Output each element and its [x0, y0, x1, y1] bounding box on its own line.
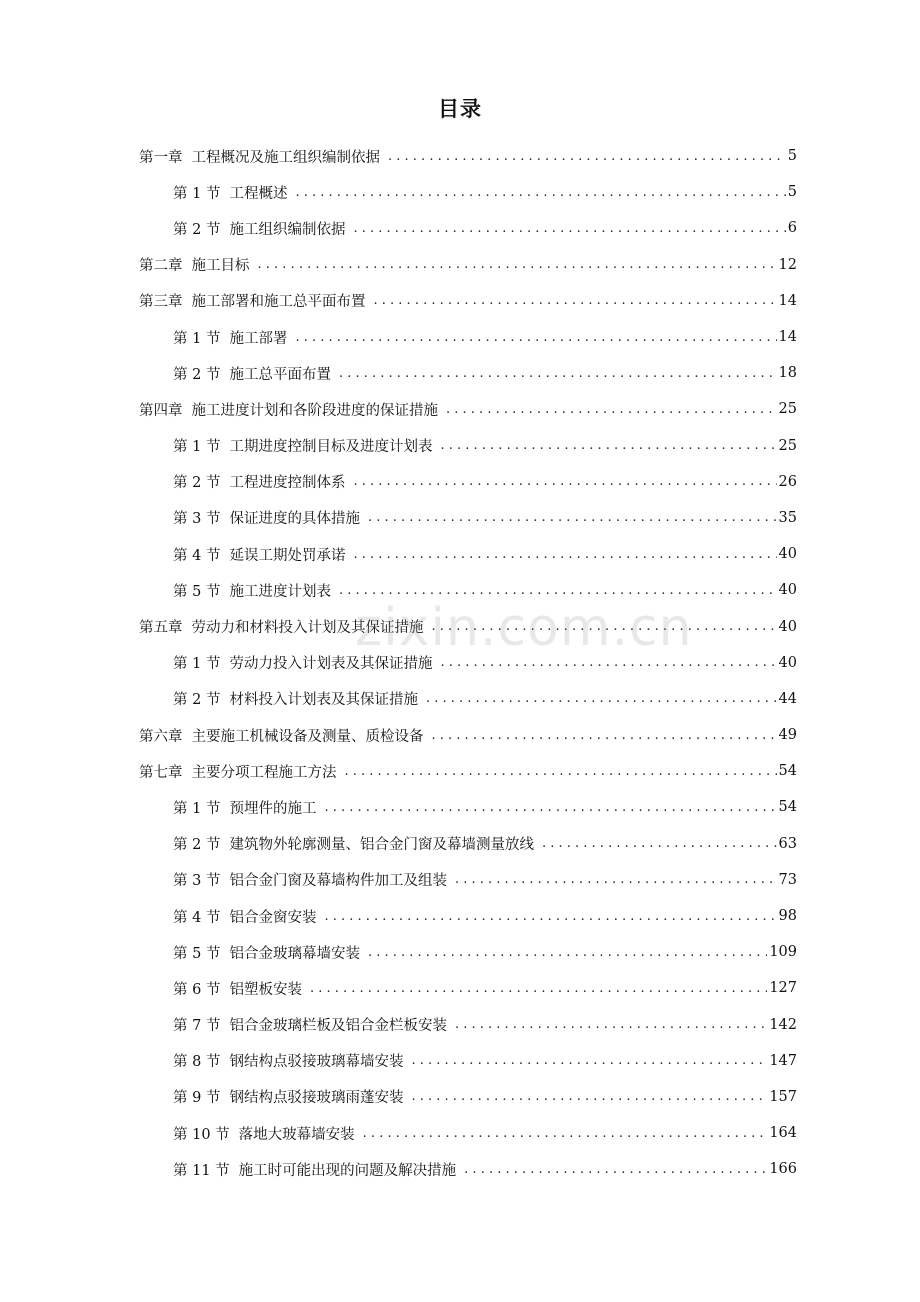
toc-entry-label: [173, 978, 310, 999]
toc-entry-page-number: 166: [769, 1161, 797, 1178]
dot-leader: [310, 981, 767, 996]
dot-leader: [446, 402, 777, 417]
dot-leader: [324, 909, 776, 924]
toc-entry-label: [173, 471, 353, 492]
toc-entry-title: 工期进度控制目标及进度计划表: [229, 439, 433, 456]
toc-entry-title: 预埋件的施工: [229, 800, 317, 817]
toc-entry-page-number: 25: [778, 401, 797, 418]
toc-entry-label: [173, 1123, 363, 1144]
dot-leader: [432, 619, 777, 634]
toc-entry-label: [173, 797, 324, 818]
toc-entry-page-number: 44: [778, 690, 797, 707]
dot-leader: [363, 1126, 768, 1141]
toc-chapter-entry[interactable]: [0, 283, 797, 319]
toc-section-entry[interactable]: [0, 862, 797, 898]
watermark: zixin.com.cn: [355, 598, 693, 658]
dot-leader: [432, 728, 777, 743]
toc-section-entry[interactable]: [0, 645, 797, 681]
toc-entry-page-number: 26: [778, 473, 797, 490]
toc-entry-label: [173, 906, 324, 927]
toc-entry-page-number: 5: [787, 148, 797, 165]
toc-entry-number: 第 8 节: [173, 1054, 221, 1071]
toc-entry-title: 主要分项工程施工方法: [191, 764, 337, 781]
toc-entry-page-number: 40: [778, 546, 797, 563]
toc-entry-page-number: 164: [769, 1125, 797, 1142]
toc-entry-number: 第四章: [139, 402, 183, 419]
toc-entry-label: [173, 507, 368, 528]
toc-entry-title: 劳动力投入计划表及其保证措施: [229, 656, 433, 673]
dot-leader: [353, 474, 776, 489]
toc-entry-number: 第 9 节: [173, 1090, 221, 1107]
toc-entry-page-number: 49: [778, 727, 797, 744]
toc-entry-label: [139, 616, 432, 637]
dot-leader: [353, 221, 785, 236]
toc-entry-label: [139, 725, 432, 746]
toc-entry-title: 劳动力和材料投入计划及其保证措施: [191, 620, 424, 637]
toc-section-entry[interactable]: [0, 681, 797, 717]
toc-entry-page-number: 127: [769, 980, 797, 997]
dot-leader: [324, 800, 776, 815]
toc-entry-title: 钢结构点驳接玻璃幕墙安装: [229, 1054, 404, 1071]
toc-entry-number: 第 6 节: [173, 981, 221, 998]
toc-entry-number: 第 5 节: [173, 945, 221, 962]
dot-leader: [353, 547, 776, 562]
toc-entry-label: [173, 942, 368, 963]
toc-entry-number: 第 1 节: [173, 330, 221, 347]
toc-entry-title: 保证进度的具体措施: [229, 511, 360, 528]
toc-entry-title: 铝合金窗安装: [229, 909, 317, 926]
table-of-contents: [0, 138, 920, 1187]
toc-entry-label: [173, 435, 440, 456]
dot-leader: [339, 583, 777, 598]
toc-entry-number: 第 1 节: [173, 439, 221, 456]
toc-entry-number: 第七章: [139, 764, 183, 781]
toc-entry-page-number: 40: [778, 654, 797, 671]
toc-entry-title: 工程概况及施工组织编制依据: [191, 149, 380, 166]
toc-entry-number: 第 2 节: [173, 692, 221, 709]
toc-entry-title: 铝合金玻璃幕墙安装: [229, 945, 360, 962]
toc-section-entry[interactable]: [0, 536, 797, 572]
toc-section-entry[interactable]: [0, 319, 797, 355]
toc-section-entry[interactable]: [0, 789, 797, 825]
toc-entry-label: [173, 1086, 411, 1107]
toc-section-entry[interactable]: [0, 428, 797, 464]
toc-chapter-entry[interactable]: [0, 717, 797, 753]
dot-leader: [339, 366, 777, 381]
toc-entry-label: [173, 833, 542, 854]
dot-leader: [368, 510, 777, 525]
toc-entry-label: [173, 652, 440, 673]
toc-entry-title: 施工组织编制依据: [229, 221, 346, 238]
toc-entry-number: 第 2 节: [173, 475, 221, 492]
toc-entry-number: 第六章: [139, 728, 183, 745]
toc-section-entry[interactable]: [0, 934, 797, 970]
toc-entry-number: 第 1 节: [173, 656, 221, 673]
toc-chapter-entry[interactable]: [0, 247, 797, 283]
toc-chapter-entry[interactable]: [0, 138, 797, 174]
dot-leader: [542, 836, 777, 851]
toc-section-entry[interactable]: [0, 464, 797, 500]
toc-section-entry[interactable]: [0, 1151, 797, 1187]
toc-entry-label: [173, 218, 353, 239]
toc-entry-number: 第 7 节: [173, 1018, 221, 1035]
toc-entry-page-number: 157: [769, 1088, 797, 1105]
toc-entry-label: [173, 182, 295, 203]
toc-entry-page-number: 109: [769, 944, 797, 961]
toc-entry-page-number: 40: [778, 582, 797, 599]
toc-entry-page-number: 6: [787, 220, 797, 237]
dot-leader: [440, 438, 776, 453]
toc-entry-label: [173, 869, 455, 890]
toc-entry-title: 延误工期处罚承诺: [229, 547, 346, 564]
toc-entry-page-number: 40: [778, 618, 797, 635]
toc-entry-number: 第 2 节: [173, 221, 221, 238]
dot-leader: [345, 764, 777, 779]
toc-entry-page-number: 147: [769, 1052, 797, 1069]
dot-leader: [388, 149, 786, 164]
toc-entry-title: 铝塑板安装: [229, 981, 302, 998]
toc-entry-number: 第 1 节: [173, 185, 221, 202]
toc-entry-number: 第 4 节: [173, 909, 221, 926]
toc-section-entry[interactable]: [0, 970, 797, 1006]
toc-entry-label: [139, 254, 258, 275]
toc-section-entry[interactable]: [0, 572, 797, 608]
toc-entry-label: [139, 761, 345, 782]
toc-entry-title: 施工时可能出现的问题及解决措施: [238, 1162, 457, 1179]
toc-section-entry[interactable]: [0, 1115, 797, 1151]
toc-chapter-entry[interactable]: [0, 608, 797, 644]
toc-section-entry[interactable]: [0, 210, 797, 246]
toc-section-entry[interactable]: [0, 898, 797, 934]
dot-leader: [411, 1053, 767, 1068]
toc-entry-label: [173, 1050, 411, 1071]
toc-entry-number: 第 5 节: [173, 583, 221, 600]
dot-leader: [368, 945, 767, 960]
toc-chapter-entry[interactable]: [0, 391, 797, 427]
toc-entry-title: 钢结构点驳接玻璃雨蓬安装: [229, 1090, 404, 1107]
dot-leader: [455, 872, 777, 887]
toc-entry-number: 第 1 节: [173, 800, 221, 817]
toc-entry-title: 主要施工机械设备及测量、质检设备: [191, 728, 424, 745]
dot-leader: [295, 185, 785, 200]
toc-section-entry[interactable]: [0, 355, 797, 391]
dot-leader: [411, 1089, 767, 1104]
toc-entry-page-number: 25: [778, 437, 797, 454]
toc-entry-title: 工程进度控制体系: [229, 475, 346, 492]
toc-entry-title: 施工部署: [229, 330, 288, 347]
toc-section-entry[interactable]: [0, 1079, 797, 1115]
dot-leader: [440, 655, 776, 670]
toc-entry-title: 施工部署和施工总平面布置: [191, 294, 366, 311]
toc-entry-page-number: 35: [778, 509, 797, 526]
toc-entry-number: 第 3 节: [173, 511, 221, 528]
toc-entry-label: [173, 580, 339, 601]
toc-entry-label: [139, 146, 388, 167]
dot-leader: [258, 257, 777, 272]
toc-entry-page-number: 63: [778, 835, 797, 852]
toc-entry-number: 第 3 节: [173, 873, 221, 890]
toc-entry-number: 第二章: [139, 258, 183, 275]
toc-section-entry[interactable]: [0, 174, 797, 210]
toc-entry-label: [139, 290, 374, 311]
toc-entry-title: 施工进度计划和各阶段进度的保证措施: [191, 402, 438, 419]
toc-entry-page-number: 5: [787, 184, 797, 201]
toc-section-entry[interactable]: [0, 1043, 797, 1079]
toc-entry-title: 材料投入计划表及其保证措施: [229, 692, 418, 709]
toc-entry-title: 施工目标: [191, 258, 250, 275]
toc-entry-title: 铝合金玻璃栏板及铝合金栏板安装: [229, 1018, 447, 1035]
toc-entry-page-number: 142: [769, 1016, 797, 1033]
toc-section-entry[interactable]: [0, 826, 797, 862]
dot-leader: [426, 691, 777, 706]
toc-entry-number: 第 2 节: [173, 366, 221, 383]
toc-entry-label: [173, 1014, 455, 1035]
toc-entry-label: [139, 399, 446, 420]
toc-entry-label: [173, 363, 339, 384]
toc-entry-label: [173, 327, 295, 348]
toc-entry-number: 第三章: [139, 294, 183, 311]
toc-entry-label: [173, 688, 426, 709]
dot-leader: [374, 293, 777, 308]
toc-entry-page-number: 98: [778, 908, 797, 925]
toc-entry-page-number: 73: [778, 871, 797, 888]
toc-entry-title: 施工总平面布置: [229, 366, 331, 383]
toc-entry-title: 施工进度计划表: [229, 583, 331, 600]
toc-entry-page-number: 54: [778, 799, 797, 816]
toc-chapter-entry[interactable]: [0, 753, 797, 789]
dot-leader: [295, 330, 776, 345]
toc-entry-label: [173, 544, 353, 565]
toc-entry-number: 第五章: [139, 620, 183, 637]
dot-leader: [455, 1017, 767, 1032]
toc-entry-number: 第 4 节: [173, 547, 221, 564]
dot-leader: [464, 1162, 767, 1177]
toc-entry-title: 铝合金门窗及幕墙构件加工及组装: [229, 873, 447, 890]
toc-section-entry[interactable]: [0, 500, 797, 536]
toc-section-entry[interactable]: [0, 1007, 797, 1043]
toc-entry-number: 第 11 节: [173, 1162, 230, 1179]
toc-entry-title: 建筑物外轮廓测量、铝合金门窗及幕墙测量放线: [229, 837, 534, 854]
toc-entry-page-number: 12: [778, 256, 797, 273]
toc-entry-number: 第 2 节: [173, 837, 221, 854]
toc-entry-title: 落地大玻幕墙安装: [238, 1126, 355, 1143]
toc-entry-page-number: 14: [778, 329, 797, 346]
toc-entry-label: [173, 1159, 464, 1180]
toc-entry-title: 工程概述: [229, 185, 288, 202]
toc-entry-page-number: 54: [778, 763, 797, 780]
page-title: 目录: [438, 97, 482, 121]
toc-entry-number: 第 10 节: [173, 1126, 230, 1143]
toc-entry-page-number: 18: [778, 365, 797, 382]
toc-entry-page-number: 14: [778, 292, 797, 309]
toc-entry-number: 第一章: [139, 149, 183, 166]
